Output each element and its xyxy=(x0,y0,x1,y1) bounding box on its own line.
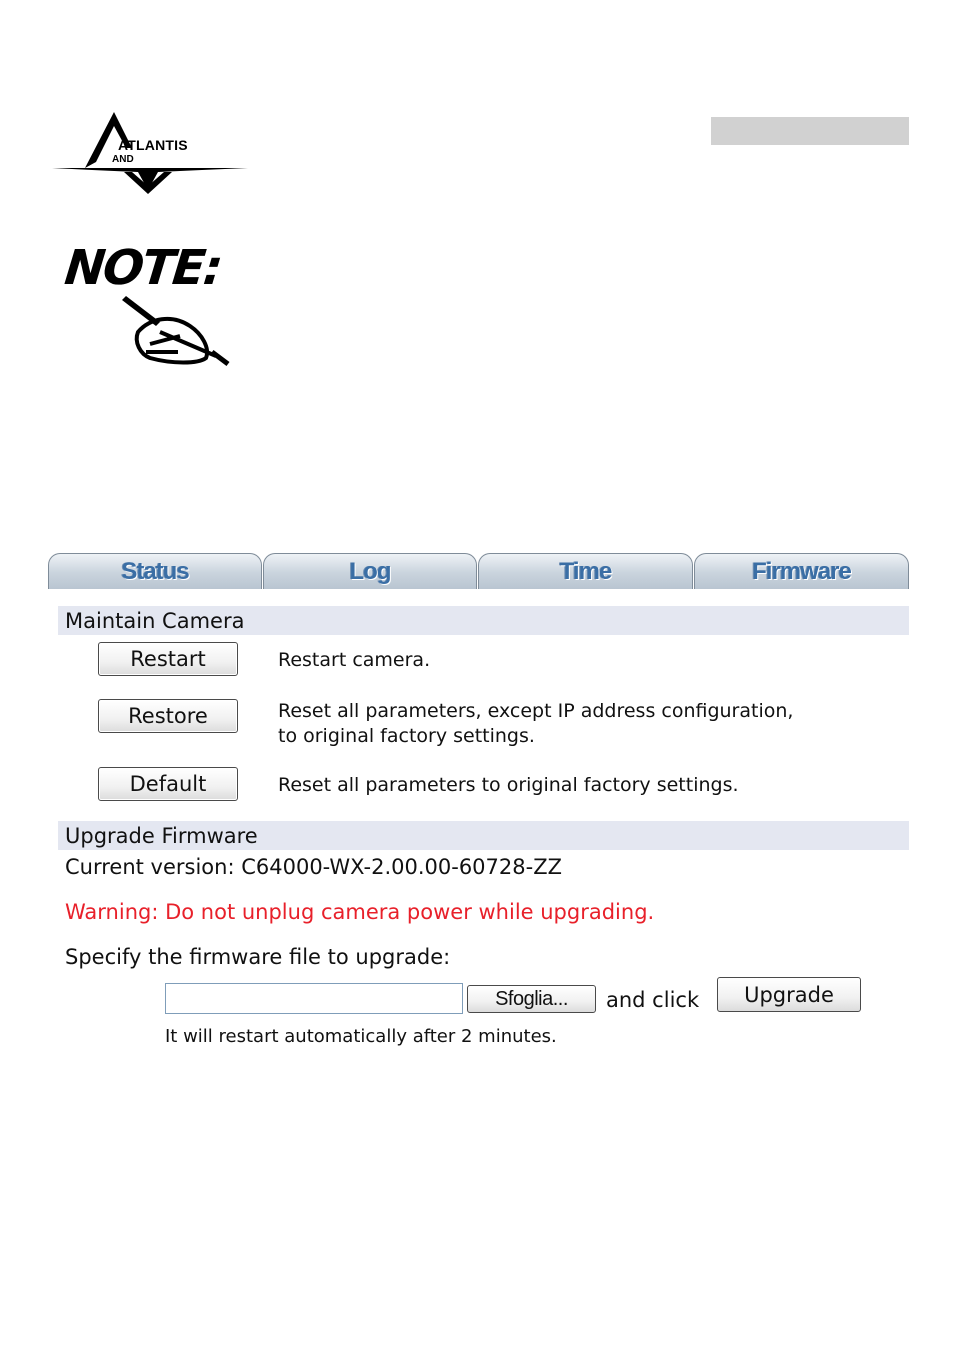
tab-firmware-label: Firmware xyxy=(752,557,851,585)
restart-note: It will restart automatically after 2 minutes. xyxy=(165,1026,557,1047)
note-label: NOTE: xyxy=(62,240,224,296)
tab-time[interactable] xyxy=(478,553,693,589)
restart-button[interactable]: Restart xyxy=(98,642,238,676)
tab-bar xyxy=(48,553,909,591)
and-click-label: and click xyxy=(606,988,700,1012)
current-version: Current version: C64000-WX-2.00.00-60728-ZZ xyxy=(65,855,562,879)
restore-description-line1: Reset all parameters, except IP address configuration, xyxy=(278,700,794,722)
firmware-file-input[interactable] xyxy=(165,983,463,1014)
logo-brand-name: ATLANTIS xyxy=(118,137,188,153)
specify-file-label: Specify the firmware file to upgrade: xyxy=(65,945,451,969)
header-gray-bar xyxy=(711,117,909,145)
tab-status[interactable] xyxy=(48,553,262,589)
default-description: Reset all parameters to original factory settings. xyxy=(278,774,739,796)
restore-button[interactable]: Restore xyxy=(98,699,238,733)
tab-status-label: Status xyxy=(121,557,189,585)
upgrade-firmware-header: Upgrade Firmware xyxy=(58,821,909,850)
upgrade-warning: Warning: Do not unplug camera power while upgrading. xyxy=(65,900,655,924)
upgrade-button[interactable]: Upgrade xyxy=(717,977,861,1012)
restore-description-line2: to original factory settings. xyxy=(278,725,535,747)
tab-log[interactable] xyxy=(263,553,477,589)
writing-hand-icon xyxy=(120,292,232,367)
atlantis-logo xyxy=(52,108,248,198)
maintain-camera-header: Maintain Camera xyxy=(58,606,909,635)
logo-brand-sub: AND xyxy=(112,154,134,165)
browse-button[interactable]: Sfoglia... xyxy=(467,985,596,1013)
restart-description: Restart camera. xyxy=(278,649,431,671)
tab-time-label: Time xyxy=(559,557,612,585)
tab-firmware[interactable] xyxy=(694,553,909,589)
default-button[interactable]: Default xyxy=(98,767,238,801)
tab-log-label: Log xyxy=(349,557,391,585)
